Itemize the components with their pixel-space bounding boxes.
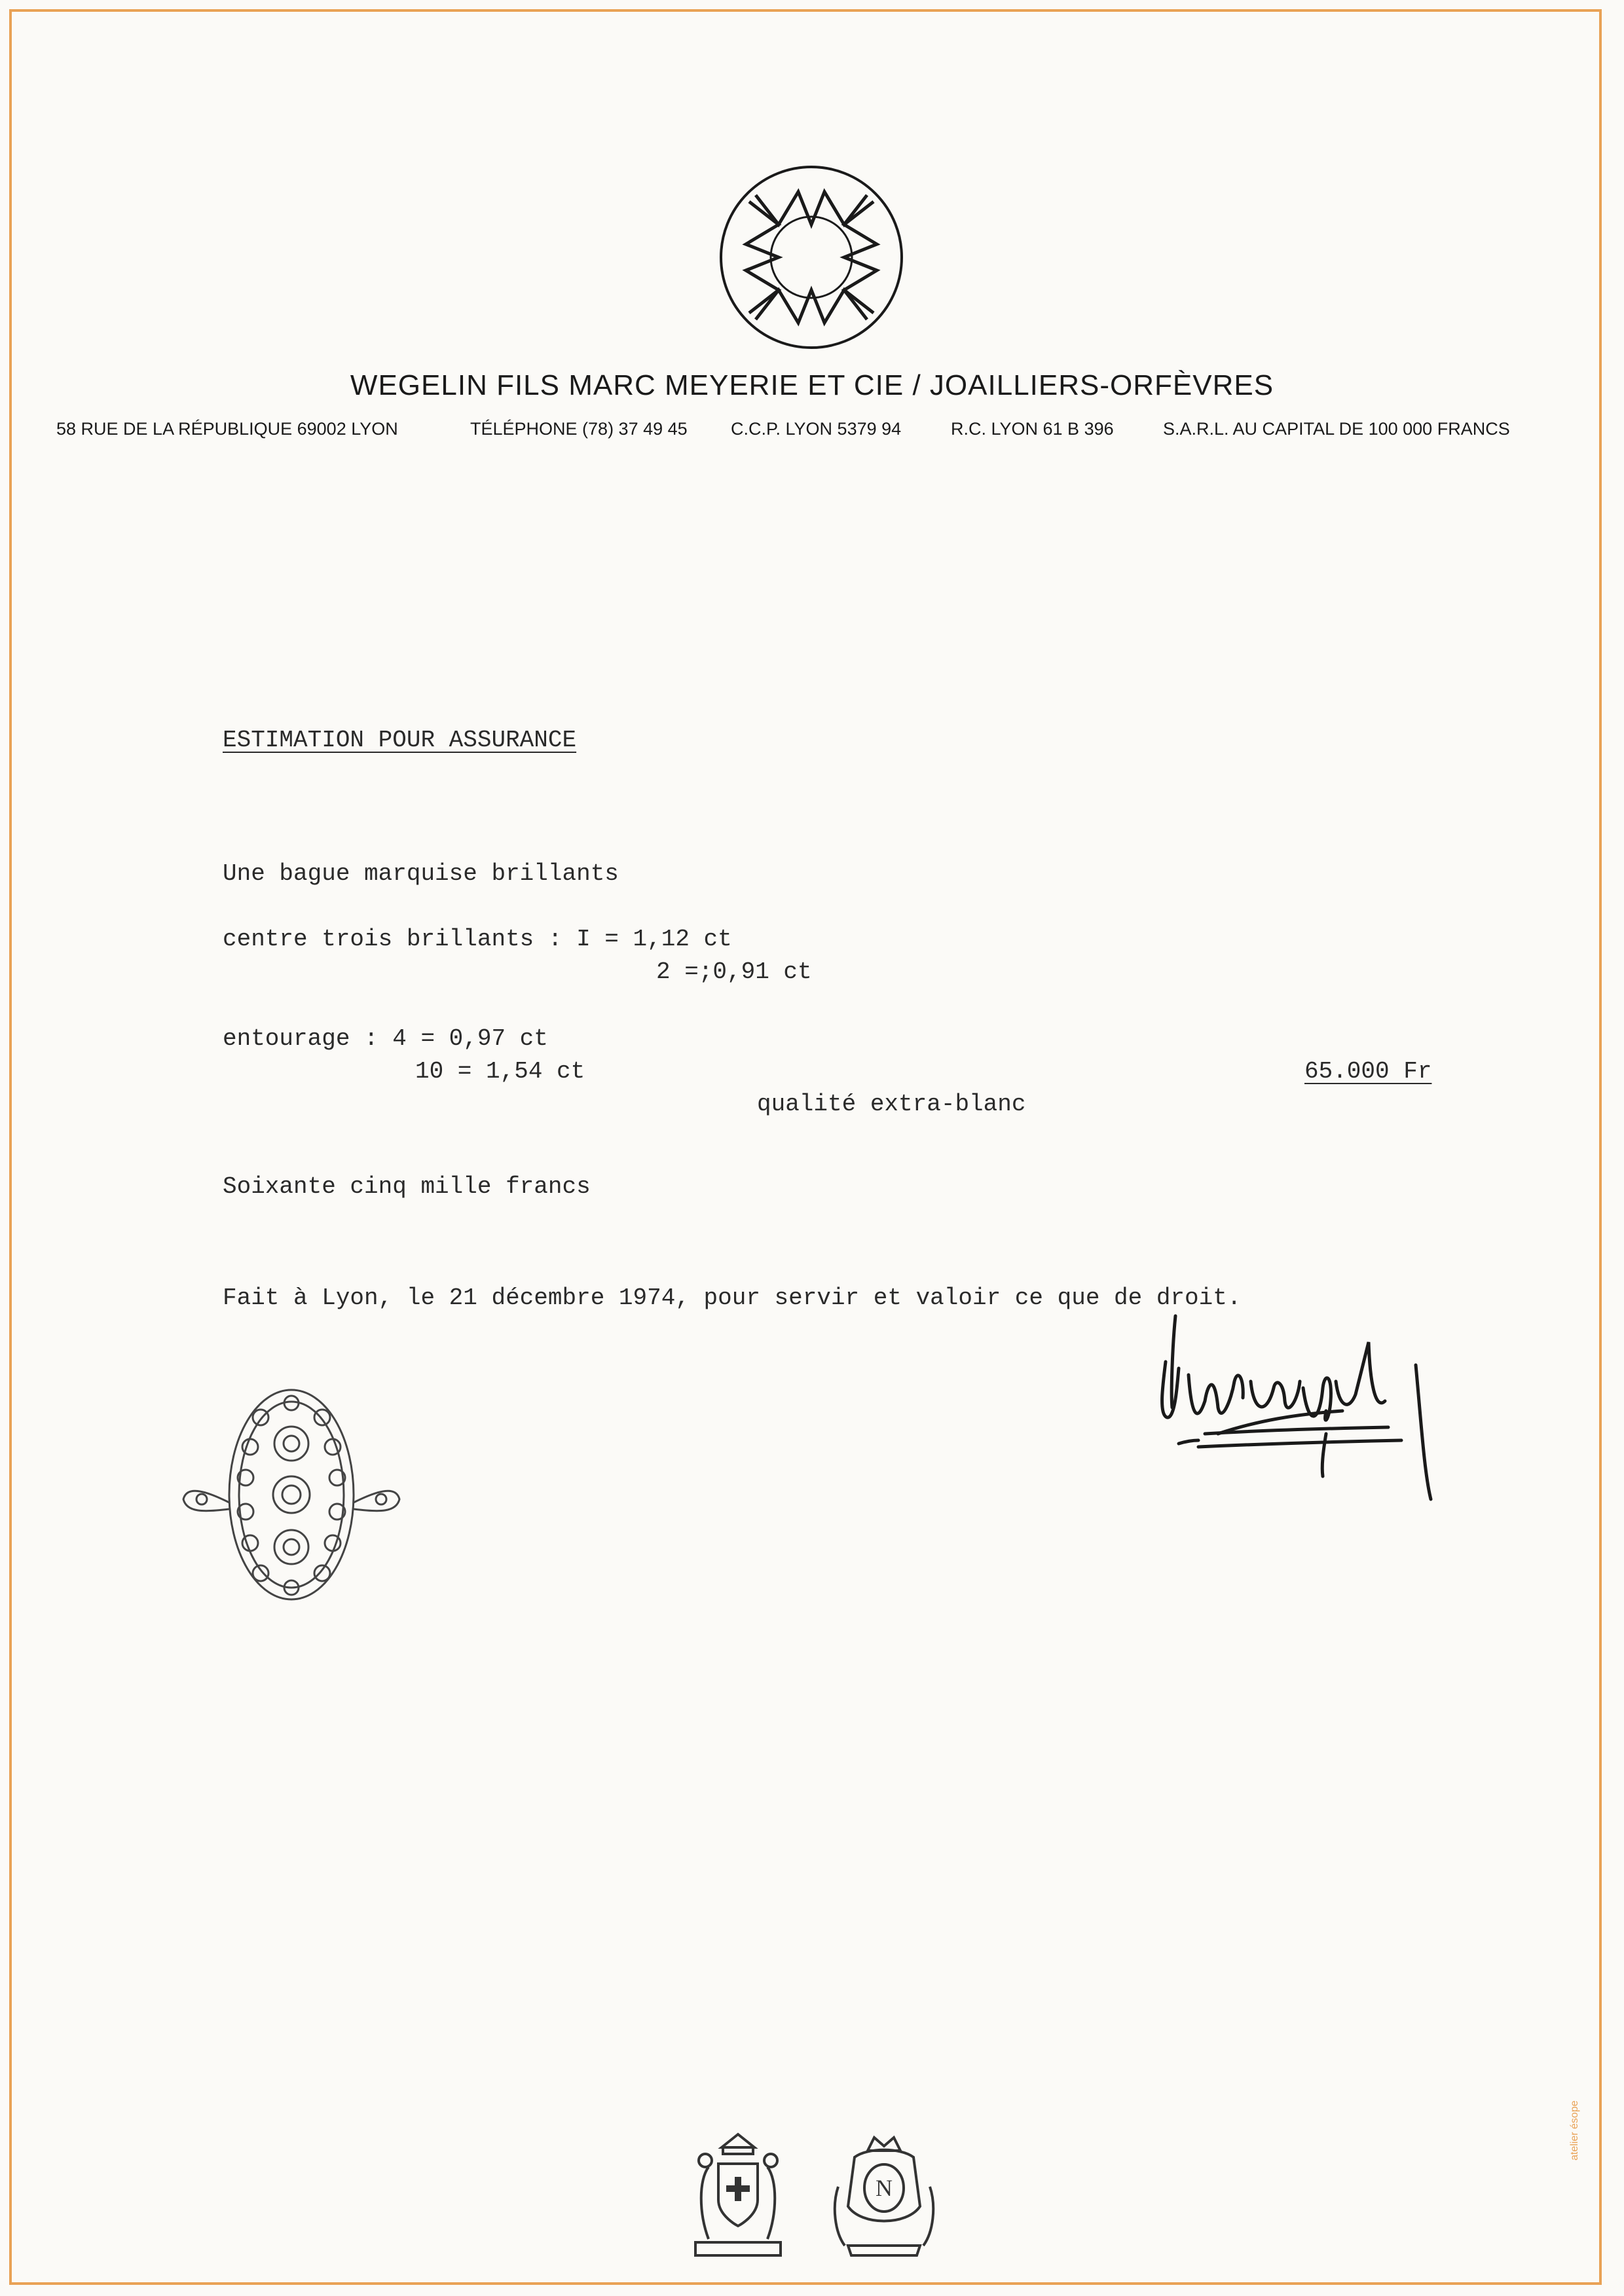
estimate-amount: 65.000 Fr [1304,1058,1432,1085]
company-name: WEGELIN FILS MARC MEYERIE ET CIE / JOAILLIERS-ORFÈVRES [350,369,1274,401]
entourage-1: entourage : 4 = 0,97 ct [223,1025,548,1052]
company-address: 58 RUE DE LA RÉPUBLIQUE 69002 LYON [56,419,398,439]
royal-crest-emblem [828,2128,940,2259]
company-logo [716,162,906,352]
company-telephone: TÉLÉPHONE (78) 37 49 45 [470,419,688,439]
centre-stone-1: centre trois brillants : I = 1,12 ct [223,926,732,953]
signature [1126,1303,1467,1643]
document-title: ESTIMATION POUR ASSURANCE [223,727,577,754]
entourage-2: 10 = 1,54 ct [415,1058,585,1085]
printer-imprint: atelier ésope [1569,2100,1580,2160]
svg-text:N: N [876,2175,893,2201]
company-ccp: C.C.P. LYON 5379 94 [731,419,902,439]
item-description: Une bague marquise brillants [223,860,619,887]
swiss-crest-emblem [682,2128,794,2259]
company-rc: R.C. LYON 61 B 396 [951,419,1114,439]
quality-note: qualité extra-blanc [757,1091,1026,1118]
closing-statement: Fait à Lyon, le 21 décembre 1974, pour servir et valoir ce que de droit. [223,1285,1242,1311]
company-capital: S.A.R.L. AU CAPITAL DE 100 000 FRANCS [1163,419,1510,439]
amount-in-words: Soixante cinq mille francs [223,1173,591,1200]
ring-sketch [177,1378,406,1611]
centre-stone-2: 2 =;0,91 ct [656,958,812,985]
